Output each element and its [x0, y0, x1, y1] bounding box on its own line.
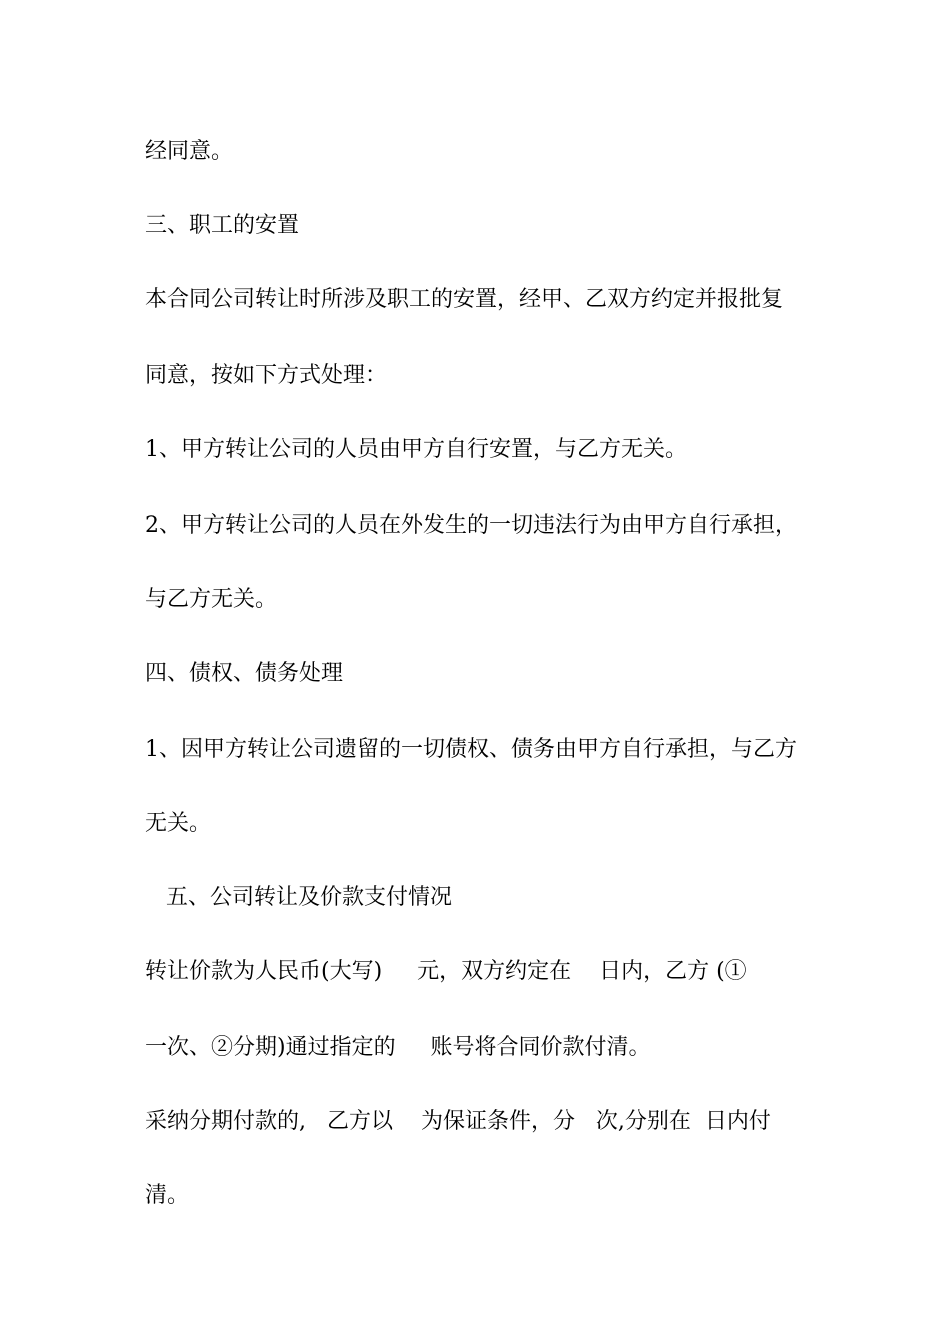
- text-line: 一次、②分期)通过指定的 账号将合同价款付清。: [145, 1035, 651, 1060]
- section-heading: 三、职工的安置: [145, 213, 300, 238]
- text-line: 采纳分期付款的, 乙方以 为保证条件，分 次,分别在 日内付: [145, 1109, 771, 1134]
- section-heading: 四、债权、债务处理: [145, 661, 344, 686]
- text-line: 本合同公司转让时所涉及职工的安置，经甲、乙双方约定并报批复: [145, 287, 784, 312]
- text-line: 同意，按如下方式处理：: [145, 363, 388, 388]
- text-line: 转让价款为人民币(大写) 元，双方约定在 日内，乙方 (①: [145, 959, 747, 984]
- list-item: 1、因甲方转让公司遗留的一切债权、债务由甲方自行承担，与乙方: [145, 737, 797, 762]
- list-item: 1、甲方转让公司的人员由甲方自行安置，与乙方无关。: [145, 437, 687, 462]
- text-line: 经同意。: [145, 139, 234, 164]
- text-line: 清。: [145, 1183, 190, 1208]
- text-line: 无关。: [145, 811, 212, 836]
- text-line: 与乙方无关。: [145, 587, 278, 612]
- section-heading: 五、公司转让及价款支付情况: [145, 885, 452, 910]
- list-item: 2、甲方转让公司的人员在外发生的一切违法行为由甲方自行承担，: [145, 513, 797, 538]
